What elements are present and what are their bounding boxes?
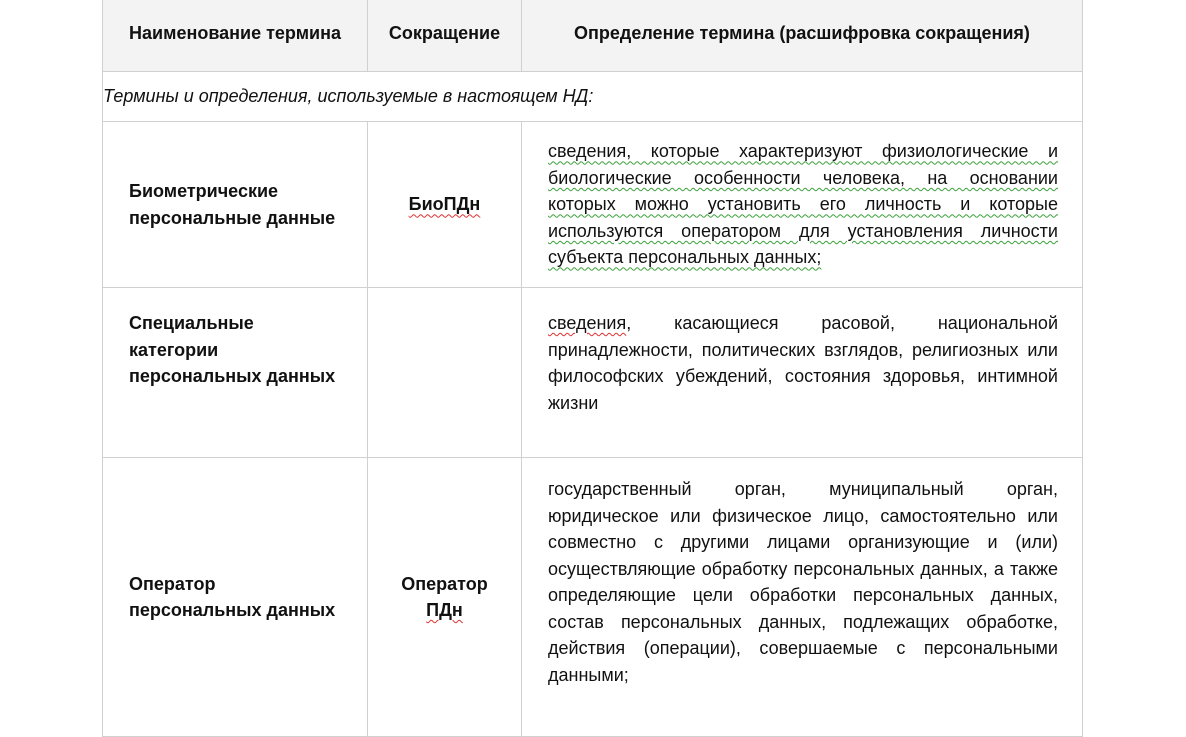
term-definition: государственный орган, муниципальный орган, юридическое или физическое лицо, самостоятельно или совместно с другими лицами организующие и (или) осуществляющие обработку персональных данных, а также определяющие цели обработки персональных данных, состав персональных данных, подлежащих обработке, действия (операции), совершаемые с персональными данными;: [522, 458, 1083, 737]
term-name: Специальные категории персональных данных: [103, 288, 368, 458]
definition-text: сведения, которые характеризуют физиологические и биологические особенности человека, на основании которых можно установить его личность и которые используются оператором для установления личности субъекта персональных данных;: [548, 141, 1058, 268]
term-definition: [522, 288, 1083, 458]
term-name: Оператор персональных данных: [103, 458, 368, 737]
term-name: Биометрические персональные данные: [103, 122, 368, 288]
header-term-name-label: Наименование термина: [129, 22, 341, 43]
header-abbreviation-label: Сокращение: [388, 22, 501, 43]
header-abbreviation: [368, 0, 522, 72]
table-header-row: [103, 0, 1083, 72]
header-definition: [522, 0, 1083, 72]
table-row: [103, 458, 1083, 737]
header-term-name: [103, 0, 368, 72]
definition-first-word: сведения: [548, 313, 627, 333]
abbreviation-text: БиоПДн: [408, 194, 481, 215]
term-abbreviation: [368, 288, 522, 458]
header-definition-label: Определение термина (расшифровка сокращения): [574, 22, 1030, 43]
term-abbreviation: [368, 122, 522, 288]
definition-text: , касающиеся расовой, национальной принадлежности, политических взглядов, религиозных или философских убеждений, состояния здоровья, интимной жизни: [548, 313, 1058, 413]
section-caption-row: [103, 72, 1083, 122]
term-abbreviation: [368, 458, 522, 737]
terms-table: [102, 0, 1083, 737]
abbreviation-line-1: Оператор: [401, 573, 488, 594]
table-row: [103, 122, 1083, 288]
term-definition: [522, 122, 1083, 288]
table-row: [103, 288, 1083, 458]
abbreviation-line-2: ПДн: [426, 600, 463, 620]
section-caption: Термины и определения, используемые в настоящем НД:: [103, 72, 1083, 122]
